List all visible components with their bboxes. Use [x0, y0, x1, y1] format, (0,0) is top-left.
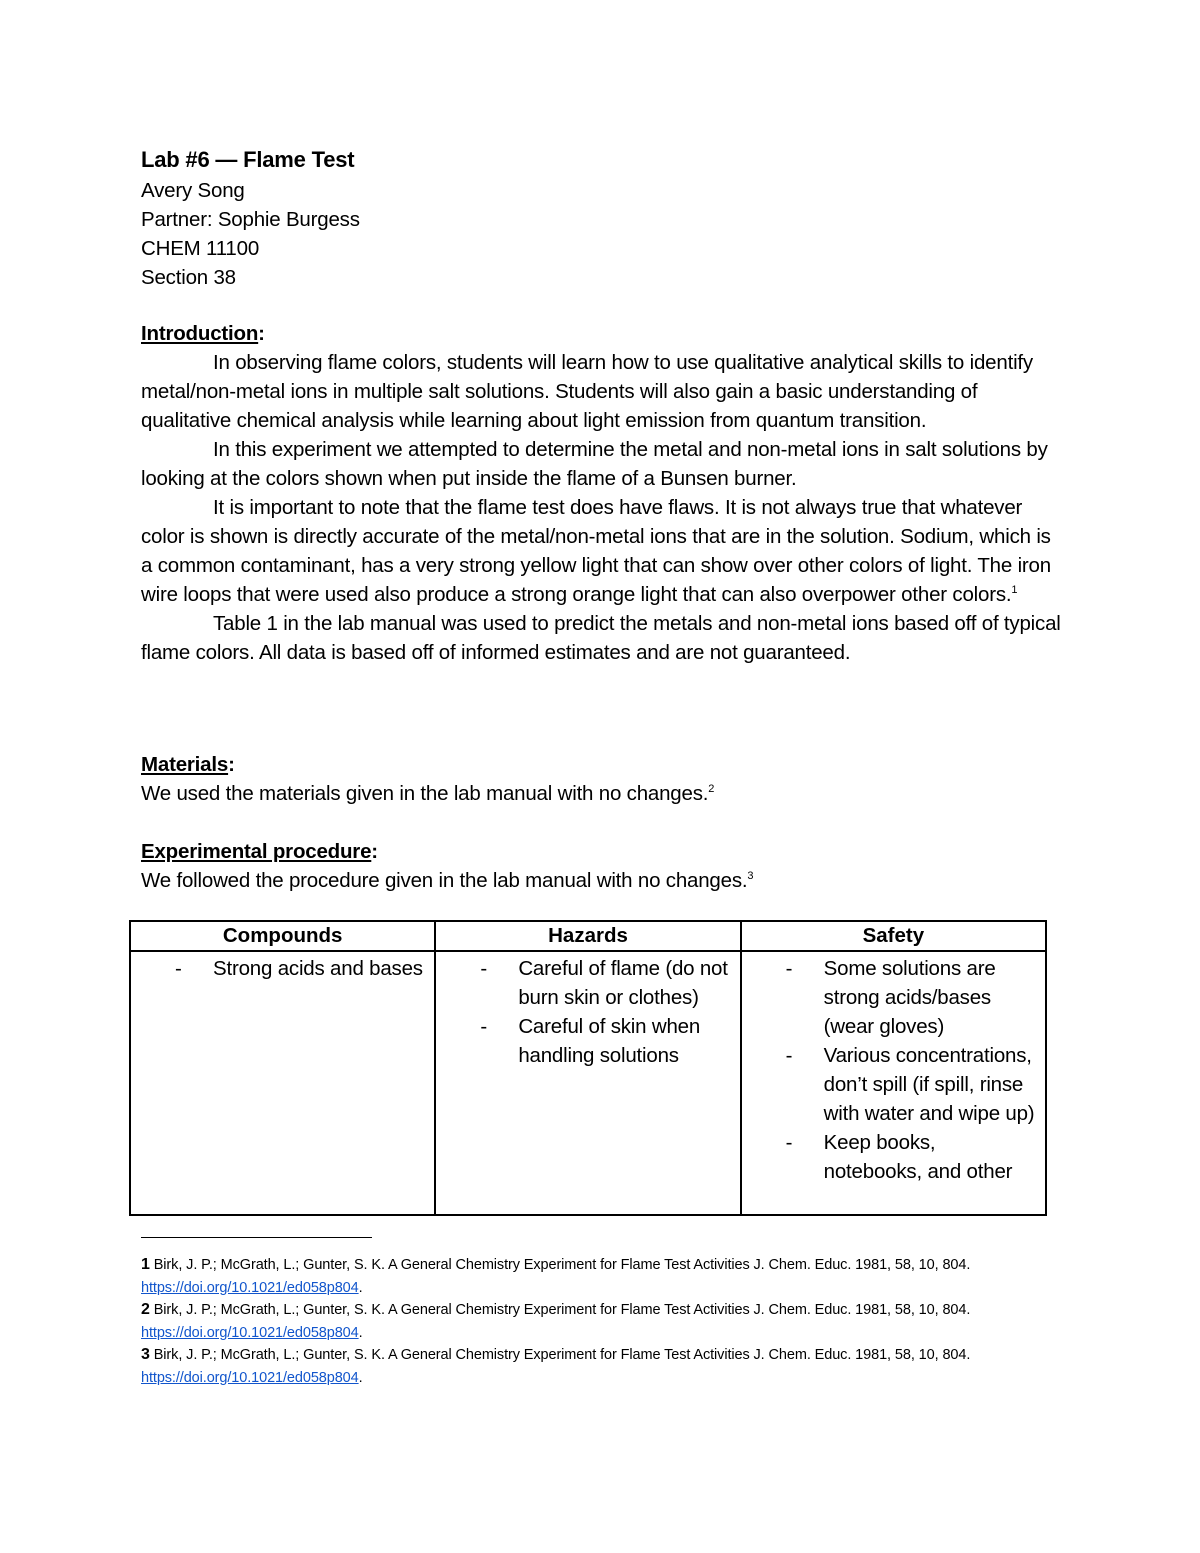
- safety-list: [750, 954, 1037, 1186]
- procedure-heading-colon: :: [371, 840, 378, 863]
- table-header-row: [130, 921, 1046, 951]
- compounds-header: Compounds: [130, 921, 435, 951]
- list-item: [750, 1041, 1037, 1128]
- list-item: [750, 1128, 1037, 1186]
- footnote-ref-2[interactable]: 2: [708, 783, 715, 796]
- footnote-separator: [141, 1237, 372, 1238]
- footnote-citation: Birk, J. P.; McGrath, L.; Gunter, S. K. A General Chemistry Experiment for Flame Test Activities J. Chem. Educ. 1981, 58, 10, 804.: [149, 1257, 971, 1273]
- intro-paragraph-3: [141, 493, 1066, 609]
- intro-paragraph-4: Table 1 in the lab manual was used to predict the metals and non-metal ions based off of typical flame colors. All data is based off of informed estimates and are not guaranteed.: [141, 612, 1061, 664]
- compounds-list: [139, 954, 426, 983]
- procedure-heading: [141, 837, 1066, 866]
- safety-text: Keep books, notebooks, and other: [823, 1131, 1013, 1183]
- materials-text: [141, 779, 1066, 808]
- procedure-heading-text: Experimental procedure: [141, 840, 372, 863]
- footnote-number: 3: [141, 1346, 150, 1363]
- footnote-number: 1: [141, 1256, 150, 1273]
- materials-heading: [141, 750, 1066, 779]
- hazard-text: Careful of flame (do not burn skin or clothes): [518, 957, 728, 1009]
- footnote-3: [141, 1344, 1071, 1389]
- bullet-dash: -: [785, 1131, 793, 1154]
- intro-paragraph-3-text: It is important to note that the flame test does have flaws. It is not always true that whatever color is shown is directly accurate of the metal/non-metal ions that are in the solution. Sodium, which is a common contaminant, has a very strong yellow light that can show over other colors of light. The iron wire loops that were used also produce a strong orange light that can also overpower other colors.: [141, 496, 1051, 606]
- footnote-citation: Birk, J. P.; McGrath, L.; Gunter, S. K. A General Chemistry Experiment for Flame Test Activities J. Chem. Educ. 1981, 58, 10, 804.: [149, 1302, 971, 1318]
- footnote-doi-link[interactable]: https://doi.org/10.1021/ed058p804: [141, 1324, 359, 1341]
- safety-text: Various concentrations, don’t spill (if spill, rinse with water and wipe up): [823, 1044, 1035, 1125]
- list-item: [444, 954, 731, 1012]
- footnote-period: .: [358, 1279, 363, 1296]
- introduction-heading: [141, 319, 1066, 348]
- safety-cell: [741, 951, 1046, 1215]
- intro-paragraph-2: In this experiment we attempted to determine the metal and non-metal ions in salt solutions by looking at the colors shown when put inside the flame of a Bunsen burner.: [141, 438, 1048, 490]
- safety-header: Safety: [741, 921, 1046, 951]
- procedure-text: [141, 866, 1066, 895]
- hazards-header: Hazards: [435, 921, 740, 951]
- section-number: Section 38: [141, 266, 236, 289]
- bullet-dash: -: [480, 1015, 487, 1038]
- bullet-dash: -: [785, 1044, 793, 1067]
- safety-text: Some solutions are strong acids/bases (wear gloves): [823, 957, 996, 1038]
- document-header: [141, 145, 360, 292]
- footnote-citation: Birk, J. P.; McGrath, L.; Gunter, S. K. A General Chemistry Experiment for Flame Test Activities J. Chem. Educ. 1981, 58, 10, 804.: [149, 1347, 971, 1363]
- table-row: [130, 951, 1046, 1215]
- introduction-heading-colon: :: [258, 322, 265, 345]
- hazard-safety-table: [129, 920, 1047, 1216]
- materials-heading-text: Materials: [141, 753, 229, 776]
- lab-title: Lab #6 — Flame Test: [141, 147, 355, 172]
- list-item: [750, 954, 1037, 1041]
- hazards-cell: [435, 951, 740, 1215]
- introduction-section: [141, 319, 1066, 667]
- author-name: Avery Song: [141, 179, 245, 202]
- footnote-ref-3[interactable]: 3: [747, 870, 754, 883]
- hazards-list: [444, 954, 731, 1070]
- compound-text: Strong acids and bases: [213, 957, 423, 980]
- footnote-ref-1[interactable]: 1: [1011, 584, 1018, 597]
- bullet-dash: -: [785, 957, 793, 980]
- introduction-heading-text: Introduction: [141, 322, 259, 345]
- bullet-dash: -: [175, 957, 182, 980]
- list-item: [139, 954, 426, 983]
- footnote-period: .: [358, 1369, 363, 1386]
- materials-text-body: We used the materials given in the lab manual with no changes.: [141, 782, 709, 805]
- hazard-text: Careful of skin when handling solutions: [518, 1015, 701, 1067]
- footnotes: [141, 1254, 1071, 1389]
- footnote-number: 2: [141, 1301, 150, 1318]
- bullet-dash: -: [480, 957, 487, 980]
- intro-paragraph-1: In observing flame colors, students will learn how to use qualitative analytical skills to identify metal/non-metal ions in multiple salt solutions. Students will also gain a basic understanding of qualitative chemical analysis while learning about light emission from quantum transition.: [141, 351, 1033, 432]
- course-code: CHEM 11100: [141, 237, 260, 260]
- footnote-1: [141, 1254, 1071, 1299]
- footnote-2: [141, 1299, 1071, 1344]
- footnote-doi-link[interactable]: https://doi.org/10.1021/ed058p804: [141, 1369, 359, 1386]
- footnote-doi-link[interactable]: https://doi.org/10.1021/ed058p804: [141, 1279, 359, 1296]
- compounds-cell: [130, 951, 435, 1215]
- footnote-period: .: [358, 1324, 363, 1341]
- materials-heading-colon: :: [228, 753, 235, 776]
- procedure-text-body: We followed the procedure given in the lab manual with no changes.: [141, 869, 748, 892]
- procedure-section: [141, 837, 1066, 895]
- list-item: [444, 1012, 731, 1070]
- materials-section: [141, 750, 1066, 808]
- partner-name: Partner: Sophie Burgess: [141, 208, 360, 231]
